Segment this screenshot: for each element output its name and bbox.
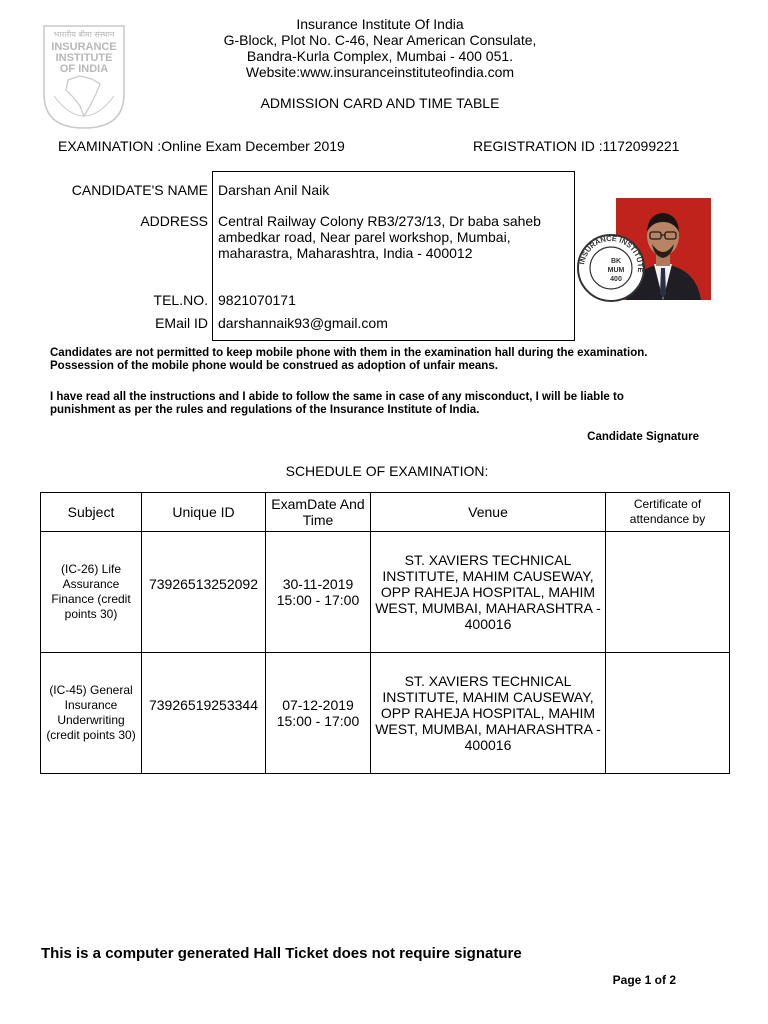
schedule-title: SCHEDULE OF EXAMINATION: [285,463,489,479]
declaration-line2: punishment as per the rules and regulations of the Insurance Institute of India. [50,404,480,416]
subject-cell: (IC-26) Life Assurance Finance (credit points 30) [41,532,142,653]
org-address-line1: G-Block, Plot No. C-46, Near American Consulate, [223,32,537,48]
subject-cell: (IC-45) General Insurance Underwriting (credit points 30) [41,653,142,774]
address-line: Central Railway Colony RB3/273/13, Dr baba saheb [218,213,541,229]
exam-date-cell: 30-11-2019 15:00 - 17:00 [266,532,371,653]
venue-cell: ST. XAVIERS TECHNICAL INSTITUTE, MAHIM CAUSEWAY, OPP RAHEJA HOSPITAL, MAHIM WEST, MUMBAI, MAHARASHTRA - 400016 [371,653,606,774]
candidate-name-label: CANDIDATE'S NAME [71,182,208,198]
examination-name: EXAMINATION :Online Exam December 2019 [58,138,345,154]
tel-number: 9821070171 [218,292,296,308]
candidate-name: Darshan Anil Naik [218,182,330,198]
institute-logo [40,24,128,130]
unique-id-cell: 73926513252092 [142,532,266,653]
unique-id-cell: 73926519253344 [142,653,266,774]
svg-text:INSTITUTE: INSTITUTE [55,52,113,64]
venue-cell: ST. XAVIERS TECHNICAL INSTITUTE, MAHIM CAUSEWAY, OPP RAHEJA HOSPITAL, MAHIM WEST, MUMBAI, MAHARASHTRA - 400016 [371,532,606,653]
header-unique-id: Unique ID [142,493,266,532]
svg-text:OF INDIA: OF INDIA [59,63,109,75]
declaration-line1: I have read all the instructions and I abide to follow the same in case of any misconduct, I will be liable to [50,391,624,403]
certificate-cell [606,653,730,774]
page-number: Page 1 of 2 [612,973,676,987]
table-row [41,653,730,774]
mobile-notice-line1: Candidates are not permitted to keep mobile phone with them in the examination hall during the examination. [50,347,648,359]
address-line: maharastra, Maharashtra, India - 400012 [218,245,473,261]
email-label: EMail ID [155,315,208,331]
svg-text:400: 400 [610,276,622,283]
computer-generated-note: This is a computer generated Hall Ticket does not require signature [41,945,522,962]
table-header-row [41,493,730,532]
org-address-line2: Bandra-Kurla Complex, Mumbai - 400 051. [246,48,514,64]
table-row [41,532,730,653]
address-label: ADDRESS [140,213,208,229]
candidate-signature-label: Candidate Signature [587,431,699,443]
header-exam-date: ExamDate And Time [266,493,371,532]
header-venue: Venue [371,493,606,532]
certificate-cell [606,532,730,653]
svg-text:BK: BK [610,258,622,265]
exam-date-cell: 07-12-2019 15:00 - 17:00 [266,653,371,774]
svg-text:INSURANCE: INSURANCE [51,41,117,53]
schedule-table [40,492,730,774]
header-certificate: Certificate of attendance by [606,493,730,532]
org-name: Insurance Institute Of India [296,16,464,32]
svg-text:INSURANCE INSTITUTE: INSURANCE INSTITUTE [577,233,646,273]
document-title: ADMISSION CARD AND TIME TABLE [260,95,500,111]
header-subject: Subject [41,493,142,532]
org-website: Website:www.insuranceinstituteofindia.com [245,64,515,80]
registration-id: REGISTRATION ID :1172099221 [473,138,680,154]
institute-stamp [576,233,646,303]
email-address: darshannaik93@gmail.com [218,315,388,331]
svg-text:भारतीय बीमा संस्थान: भारतीय बीमा संस्थान [53,30,115,39]
address-line: ambedkar road, Near parel workshop, Mumbai, [218,229,511,245]
tel-label: TEL.NO. [153,292,208,308]
svg-text:MUM: MUM [607,267,625,274]
mobile-notice-line2: Possession of the mobile phone would be construed as adoption of unfair means. [50,360,498,372]
